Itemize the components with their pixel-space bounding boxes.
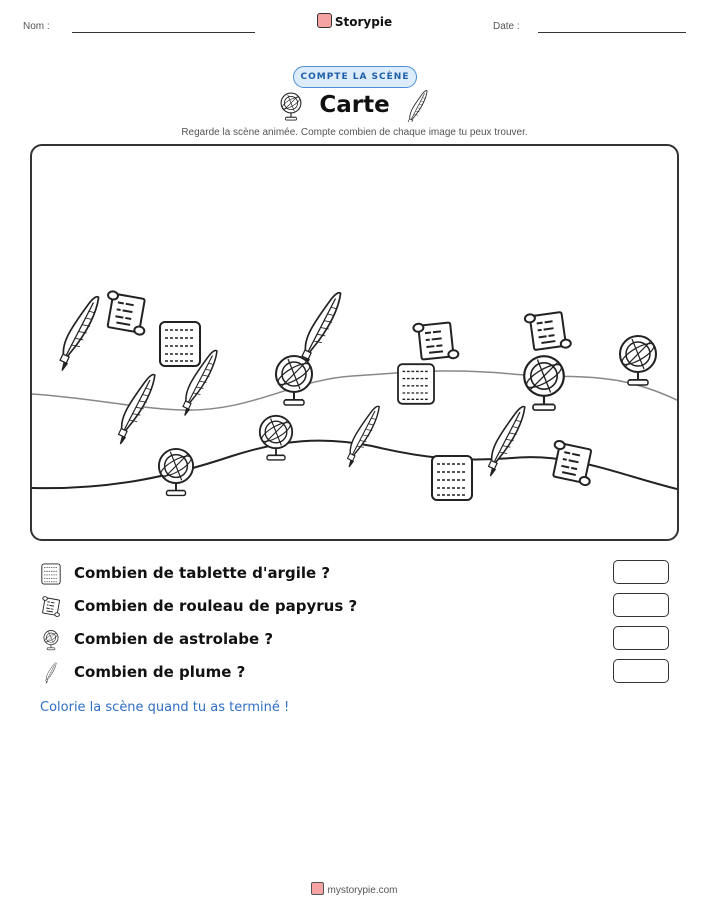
- question-row-astrolabe: [40, 626, 680, 654]
- scene-astrolabe-2: [524, 356, 565, 410]
- scene-scroll-4: [548, 440, 597, 486]
- name-label: Nom :: [23, 21, 50, 32]
- question-row-tablet: [40, 560, 680, 588]
- storypie-footer-logo-icon: [311, 882, 324, 895]
- brand: [0, 13, 709, 29]
- name-line[interactable]: [72, 32, 255, 33]
- scene-quill-6: [489, 407, 525, 476]
- question-text: Combien de astrolabe ?: [74, 630, 274, 648]
- answer-box-quill[interactable]: [613, 659, 669, 683]
- scene-scroll-2: [413, 320, 459, 362]
- scene-astrolabe-5: [158, 449, 193, 496]
- footer: [0, 882, 709, 896]
- scene-tablet-2: [398, 364, 434, 404]
- question-row-quill: [40, 659, 680, 687]
- scene-scroll-1: [102, 291, 150, 336]
- scene-astrolabe-1: [275, 356, 312, 405]
- finish-instruction: Colorie la scène quand tu as terminé !: [40, 700, 290, 715]
- date-label: Date :: [493, 21, 520, 32]
- title-quill-icon: [402, 90, 434, 122]
- question-text: Combien de plume ?: [74, 663, 246, 681]
- scene-scroll-3: [524, 309, 571, 352]
- quill-icon: [40, 662, 62, 684]
- scene-quill-2: [119, 375, 155, 444]
- brand-name: Storypie: [334, 15, 393, 29]
- scene-astrolabe-4: [259, 416, 292, 460]
- scene-illustration: [32, 146, 679, 541]
- scene-quill-1: [60, 297, 99, 371]
- answer-box-astrolabe[interactable]: [613, 626, 669, 650]
- scene-tablet-3: [432, 456, 472, 500]
- astrolabe-icon: [40, 629, 62, 651]
- date-line[interactable]: [538, 32, 686, 33]
- scene-quill-5: [347, 406, 379, 467]
- footer-url[interactable]: mystorypie.com: [327, 885, 398, 896]
- papyrus-scroll-icon: [40, 596, 62, 618]
- question-text: Combien de rouleau de papyrus ?: [74, 597, 358, 615]
- question-text: Combien de tablette d'argile ?: [74, 564, 331, 582]
- page-title: Carte: [319, 92, 390, 118]
- clay-tablet-icon: [40, 563, 62, 585]
- scene-astrolabe-3: [619, 336, 656, 385]
- scene-tablet-1: [160, 322, 200, 366]
- scene-quill-4: [302, 293, 341, 367]
- instructions: Regarde la scène animée. Compte combien de chaque image tu peux trouver.: [181, 127, 528, 138]
- answer-box-tablet[interactable]: [613, 560, 669, 584]
- storypie-logo-icon: [317, 13, 332, 28]
- answer-box-scroll[interactable]: [613, 593, 669, 617]
- counting-scene: [30, 144, 679, 541]
- activity-badge: COMPTE LA SCÈNE: [293, 66, 417, 88]
- question-row-scroll: [40, 593, 680, 621]
